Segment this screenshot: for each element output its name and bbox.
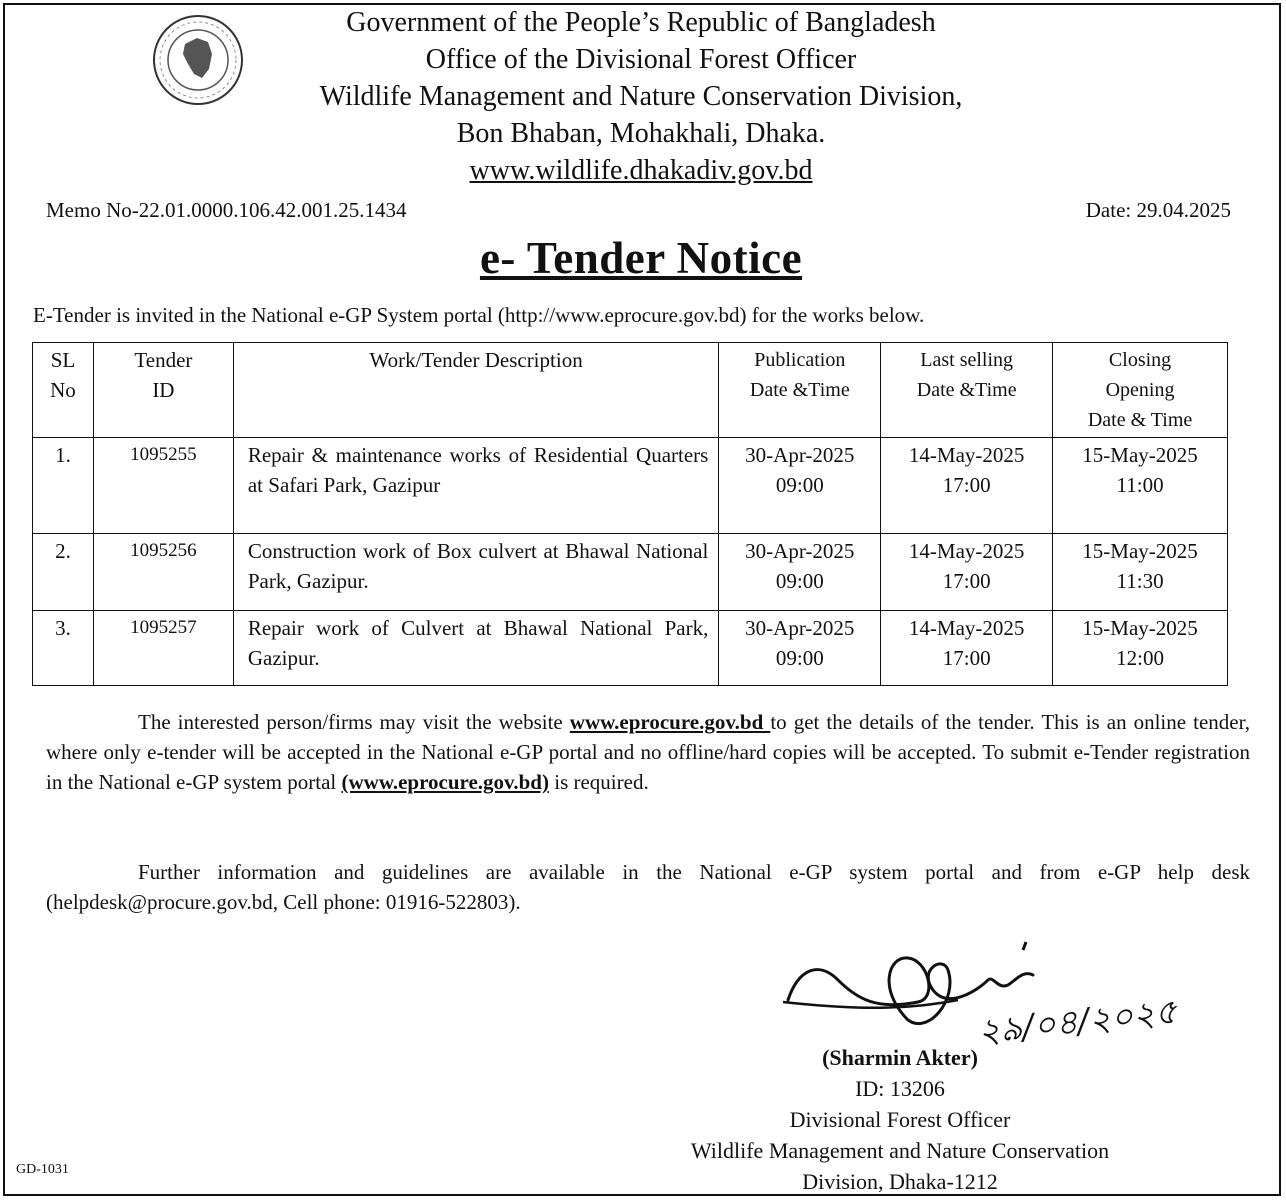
publication-time: 09:00 <box>775 569 824 593</box>
closing-date: 15-May-2025 <box>1082 616 1198 640</box>
publication-cell <box>719 611 881 686</box>
publication-cell <box>719 534 881 611</box>
instructions-paragraph <box>46 707 1250 797</box>
closing-cell <box>1053 438 1228 534</box>
last-selling-date: 14-May-2025 <box>908 539 1025 563</box>
table-row <box>33 534 1228 611</box>
signatory-office-1: Wildlife Management and Nature Conservation <box>690 1138 1110 1163</box>
last-selling-time: 17:00 <box>942 473 991 497</box>
header-address: Bon Bhaban, Mohakhali, Dhaka. <box>456 118 826 149</box>
col-header-description: Work/Tender Description <box>233 343 718 438</box>
last-selling-time: 17:00 <box>942 646 991 670</box>
table-header-row <box>33 343 1228 438</box>
closing-date: 15-May-2025 <box>1082 539 1198 563</box>
signatory-id: ID: 13206 <box>855 1076 945 1101</box>
tender-table <box>32 342 1228 686</box>
closing-cell <box>1053 534 1228 611</box>
eprocure-link[interactable]: www.eprocure.gov.bd <box>569 710 771 734</box>
helpdesk-paragraph <box>46 857 1250 917</box>
closing-cell <box>1053 611 1228 686</box>
description-cell: Repair work of Culvert at Bhawal National Park, Gazipur. <box>233 611 718 686</box>
last-selling-cell <box>881 438 1053 534</box>
intro-text: E-Tender is invited in the National e-GP System portal (http://www.eprocure.gov.bd) for the works below. <box>33 303 925 327</box>
closing-date: 15-May-2025 <box>1082 443 1198 467</box>
header-website-link[interactable]: www.wildlife.dhakadiv.gov.bd <box>469 155 813 186</box>
signatory-name: (Sharmin Akter) <box>822 1045 978 1070</box>
sl-cell: 1. <box>33 438 94 534</box>
instructions-text-3: is required. <box>548 770 649 794</box>
memo-number: Memo No-22.01.0000.106.42.001.25.1434 <box>46 198 407 222</box>
signatory-office-2: Division, Dhaka-1212 <box>802 1169 998 1194</box>
tender-id-cell: 1095255 <box>93 438 233 534</box>
closing-time: 12:00 <box>1116 646 1164 670</box>
closing-time: 11:00 <box>1116 473 1164 497</box>
footer-code: GD-1031 <box>16 1162 69 1177</box>
last-selling-cell <box>881 534 1053 611</box>
publication-time: 09:00 <box>775 646 824 670</box>
description-cell: Construction work of Box culvert at Bhawal National Park, Gazipur. <box>233 534 718 611</box>
description-cell: Repair & maintenance works of Residential Quarters at Safari Park, Gazipur <box>233 438 718 534</box>
last-selling-time: 17:00 <box>942 569 991 593</box>
header-government: Government of the People’s Republic of Bangladesh <box>346 7 936 38</box>
publication-date: 30-Apr-2025 <box>745 539 855 563</box>
letterhead <box>0 4 1282 189</box>
tender-id-cell: 1095257 <box>93 611 233 686</box>
eprocure-link-2[interactable]: (www.eprocure.gov.bd) <box>341 770 549 794</box>
table-row <box>33 611 1228 686</box>
signatory-block <box>630 1042 1170 1197</box>
sl-cell: 3. <box>33 611 94 686</box>
last-selling-cell <box>881 611 1053 686</box>
notice-date: Date: 29.04.2025 <box>1085 198 1231 222</box>
col-header-tender-id: Tender ID <box>93 343 233 438</box>
table-row <box>33 438 1228 534</box>
header-office: Office of the Divisional Forest Officer <box>425 44 857 75</box>
col-header-last-selling: Last selling Date &Time <box>881 343 1053 438</box>
tender-id-cell: 1095256 <box>93 534 233 611</box>
publication-date: 30-Apr-2025 <box>745 443 855 467</box>
helpdesk-text: Further information and guidelines are available in the National e-GP system portal and from e-GP help desk (helpdesk@procure.gov.bd, Cell phone: 01916-522803). <box>46 860 1250 914</box>
instructions-text-1: The interested person/firms may visit the website <box>138 710 570 734</box>
signatory-designation: Divisional Forest Officer <box>789 1107 1011 1132</box>
col-header-publication: Publication Date &Time <box>719 343 881 438</box>
sl-cell: 2. <box>33 534 94 611</box>
signature-date: ২৯/০৪/২০২৫ <box>976 991 1179 1053</box>
col-header-closing: Closing Opening Date & Time <box>1053 343 1228 438</box>
col-header-sl: SL No <box>33 343 94 438</box>
last-selling-date: 14-May-2025 <box>908 616 1025 640</box>
publication-time: 09:00 <box>775 473 824 497</box>
publication-cell <box>719 438 881 534</box>
page-title: e- Tender Notice <box>479 233 803 283</box>
header-division: Wildlife Management and Nature Conservation Division, <box>319 81 963 112</box>
instructions-text-2: to get the details of the tender. This is an online tender, where only e-tender will be accepted in the National e-GP portal and no offline/hard copies will be accepted. To submit e-Tender registration in the National e-GP system portal <box>46 710 1250 794</box>
last-selling-date: 14-May-2025 <box>908 443 1025 467</box>
publication-date: 30-Apr-2025 <box>745 616 855 640</box>
closing-time: 11:30 <box>1116 569 1164 593</box>
